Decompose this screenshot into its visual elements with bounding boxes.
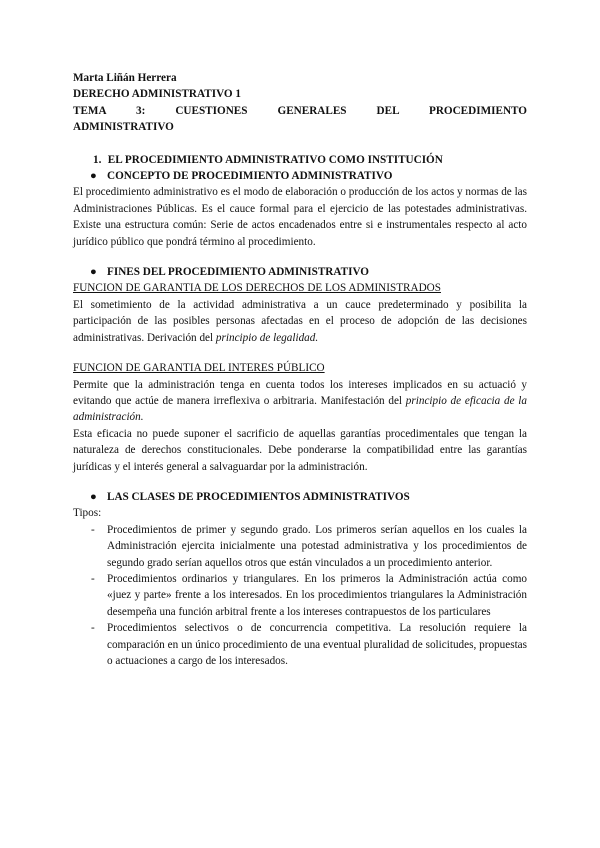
- bullet-icon: ●: [90, 490, 97, 503]
- garantia-derechos-text: El sometimiento de la actividad administrativa a un cauce predeterminado y posibilita la participación de las posibles personas afectadas en el proceso de adopción de las decisiones administrativas. Derivación del: [73, 298, 527, 344]
- list-item-text: Procedimientos de primer y segundo grado. Los primeros serían aquellos en los cuales la Administración ejercita inicialmente una potestad administrativa y los procedimientos de segundo grado serían aquellos otros que están vinculados a un procedimiento anterior.: [107, 523, 527, 569]
- section-title: EL PROCEDIMIENTO ADMINISTRATIVO COMO INSTITUCIÓN: [107, 153, 443, 166]
- clases-title: LAS CLASES DE PROCEDIMIENTOS ADMINISTRATIVOS: [107, 490, 410, 503]
- garantia-interes-subtitle: FUNCION DE GARANTIA DEL INTERES PÚBLICO: [73, 362, 325, 375]
- dash-marker: -: [91, 572, 95, 585]
- garantia-derechos-paragraph: [73, 297, 527, 346]
- list-item: [73, 571, 527, 620]
- section-heading: [73, 152, 527, 168]
- principio-eficacia: principio de eficacia de la administración.: [73, 394, 528, 424]
- document-body: [73, 70, 527, 669]
- garantia-interes-paragraph: [73, 377, 527, 426]
- list-item: [73, 522, 527, 571]
- section-number: 1.: [93, 153, 102, 166]
- concepto-title: CONCEPTO DE PROCEDIMIENTO ADMINISTRATIVO: [107, 170, 393, 183]
- dash-marker: -: [91, 622, 95, 635]
- bullet-icon: ●: [90, 170, 97, 183]
- clases-heading: [73, 489, 527, 505]
- bullet-icon: ●: [90, 266, 97, 279]
- dash-marker: -: [91, 523, 95, 536]
- concepto-heading: [73, 168, 527, 184]
- theme-title-line1: TEMA 3: CUESTIONES GENERALES DEL PROCEDIMIENTO: [73, 104, 527, 117]
- eficacia-paragraph: Esta eficacia no puede suponer el sacrificio de aquellas garantías procedimentales que tengan la naturaleza de derechos constitucionales. Debe ponderarse la compatibilidad entre las garantías jurídicas y el interés general a salvaguardar por la administración.: [73, 427, 527, 473]
- fines-heading: [73, 264, 527, 280]
- garantia-interes-text: Permite que la administración tenga en cuenta todos los intereses implicados en su actuació y evitando que actúe de manera irreflexiva o arbitraria. Manifestación del: [73, 378, 527, 407]
- concepto-paragraph: El procedimiento administrativo es el modo de elaboración o producción de los actos y normas de las Administraciones Públicas. Es el cauce formal para el ejercicio de las potestades administrativas. Existe una estructura común: Serie de actos encadenados entre si e instrumentales respecto al acto jurídico público que pondrá término al procedimiento.: [73, 186, 527, 248]
- list-item-text: Procedimientos selectivos o de concurrencia competitiva. La resolución requiere la comparación en un único procedimiento de una eventual pluralidad de solicitudes, propuestas o actuaciones a cargo de los interesados.: [107, 622, 527, 667]
- course-title: DERECHO ADMINISTRATIVO 1: [73, 88, 242, 101]
- theme-title-line2: ADMINISTRATIVO: [73, 121, 174, 134]
- list-item-text: Procedimientos ordinarios y triangulares. En los primeros la Administración actúa como «juez y parte» frente a los interesados. En los procedimientos triangulares la Administración desempeña una función arbitral frente a los intereses contrapuestos de los particulares: [107, 572, 527, 618]
- principio-legalidad: principio de legalidad.: [215, 331, 319, 344]
- tipos-label: Tipos:: [73, 507, 102, 520]
- garantia-derechos-subtitle: FUNCION DE GARANTIA DE LOS DERECHOS DE LOS ADMINISTRADOS: [73, 282, 441, 295]
- tipos-list: [73, 522, 527, 670]
- list-item: [73, 620, 527, 669]
- fines-title: FINES DEL PROCEDIMIENTO ADMINISTRATIVO: [107, 266, 370, 279]
- author-name: Marta Liñán Herrera: [73, 72, 177, 84]
